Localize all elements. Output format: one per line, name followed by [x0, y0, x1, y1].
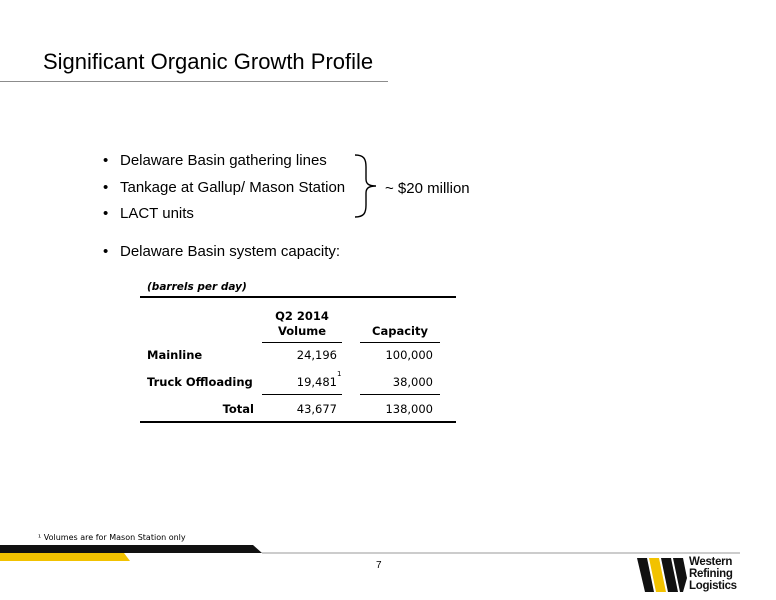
total-capacity: 138,000 — [385, 402, 433, 416]
bullet-item: • Delaware Basin system capacity: — [103, 243, 341, 260]
row-capacity: 38,000 — [392, 375, 433, 389]
capacity-header-rule — [360, 342, 440, 343]
volume-header-line2: Volume — [277, 324, 327, 338]
volume-subtotal-rule — [262, 394, 342, 395]
bullet-item: • Tankage at Gallup/ Mason Station — [103, 179, 346, 196]
capacity-subtotal-rule — [360, 394, 440, 395]
row-label: Truck Offloading — [147, 375, 253, 389]
grouped-total-label: ~ $20 million — [385, 180, 470, 197]
volume-header-line1: Q2 2014 — [275, 309, 329, 323]
footnote: ¹ Volumes are for Mason Station only — [38, 533, 186, 542]
total-label: Total — [222, 402, 254, 416]
capacity-header: Capacity — [372, 324, 428, 338]
bullet-item: • Delaware Basin gathering lines — [103, 152, 327, 169]
row-capacity: 100,000 — [385, 348, 433, 362]
bullet-text: LACT units — [120, 205, 194, 222]
row-label: Mainline — [147, 348, 203, 362]
row-volume: 19,481 — [296, 375, 337, 389]
logo-line: Refining — [689, 568, 733, 580]
volume-header-rule — [262, 342, 342, 343]
logo-line: Western — [689, 556, 733, 568]
logo-line: Logistics — [689, 580, 737, 592]
table-top-rule — [140, 296, 456, 298]
slide-title: Significant Organic Growth Profile — [43, 49, 374, 74]
total-volume: 43,677 — [296, 402, 337, 416]
row-volume: 24,196 — [296, 348, 337, 362]
right-brace-icon — [352, 153, 380, 219]
title-divider — [0, 81, 388, 82]
company-logo — [637, 556, 741, 594]
bullet-text: Tankage at Gallup/ Mason Station — [120, 179, 346, 196]
bullet-item: • LACT units — [103, 205, 194, 222]
bullet-text: Delaware Basin system capacity: — [120, 243, 341, 260]
logo-mark-icon — [637, 558, 687, 592]
logo-wordmark — [689, 556, 737, 592]
bullet-text: Delaware Basin gathering lines — [120, 152, 327, 169]
table-bottom-rule — [140, 421, 456, 423]
page-number: 7 — [376, 560, 382, 571]
table-units-note: (barrels per day) — [147, 281, 247, 293]
footnote-marker: 1 — [337, 370, 342, 378]
